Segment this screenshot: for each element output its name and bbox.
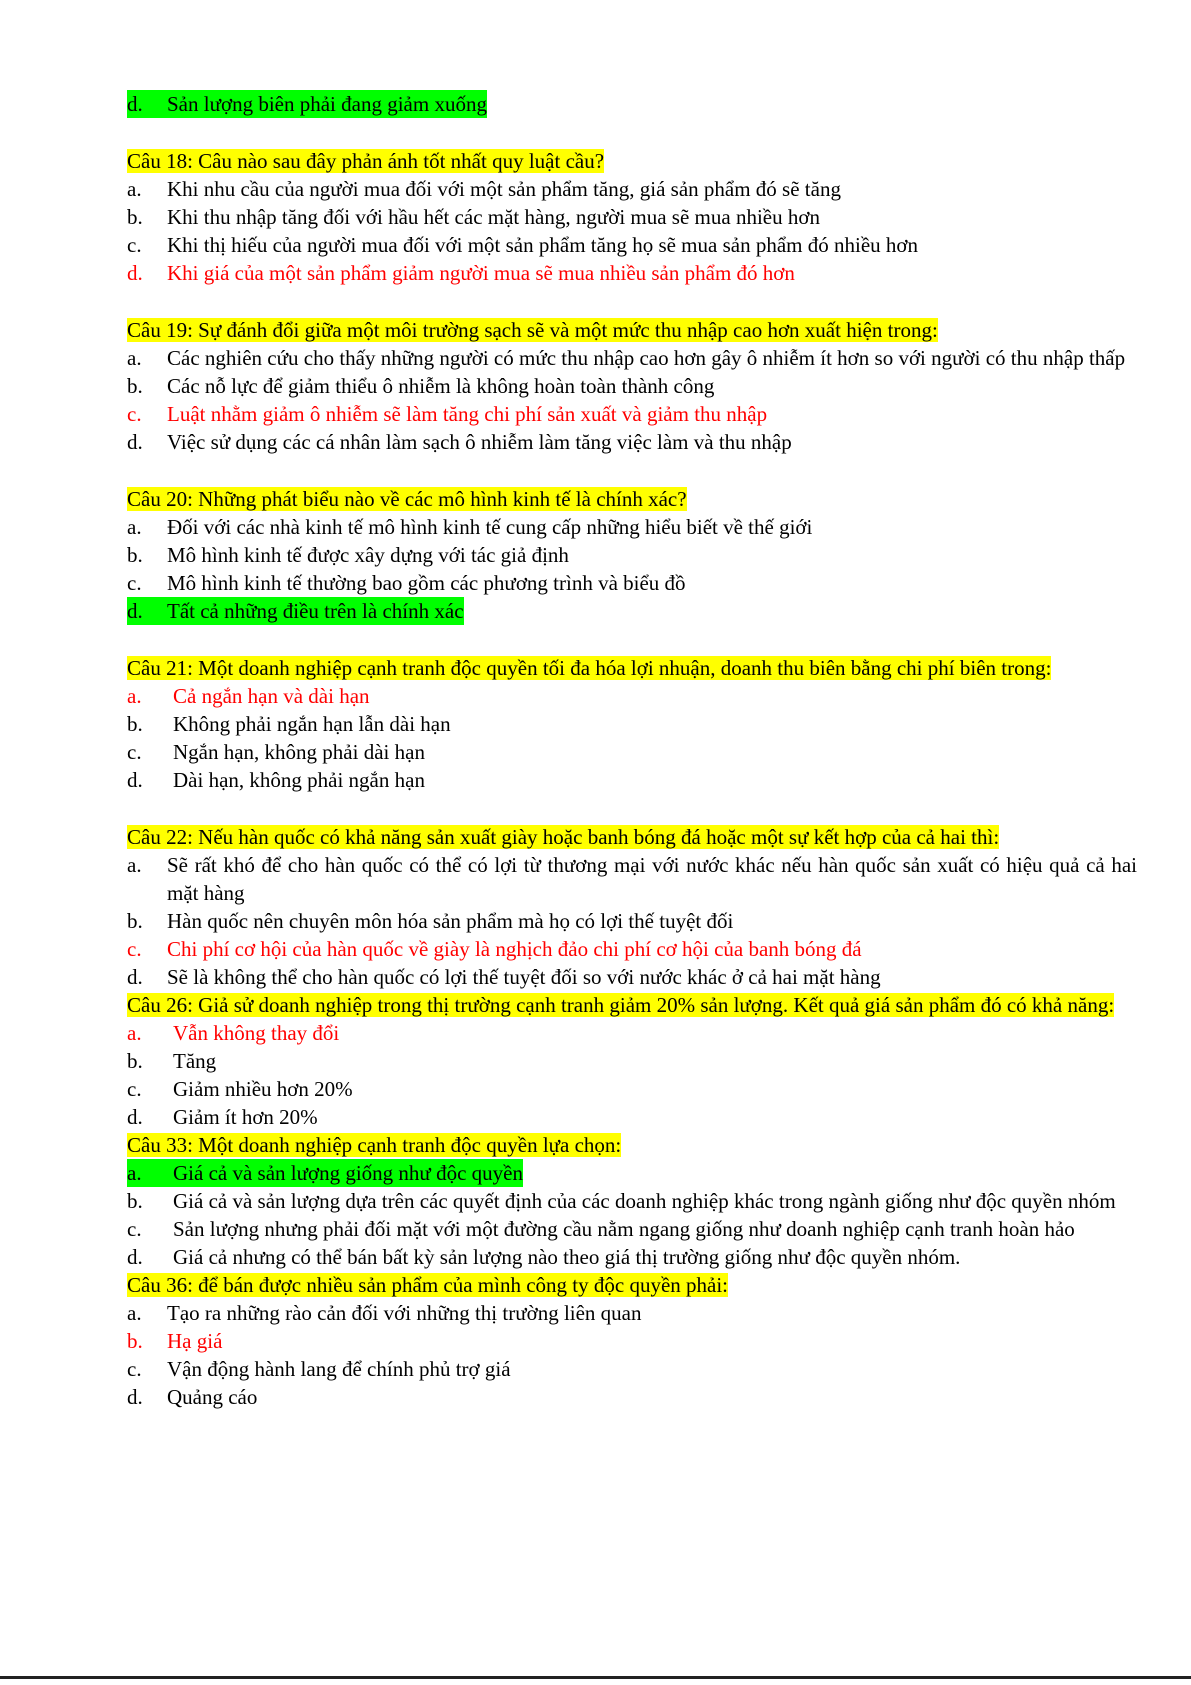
option-letter: a. (127, 684, 142, 708)
answer-option (127, 90, 1137, 118)
question-line (127, 1271, 1137, 1299)
option-letter: b. (127, 1049, 143, 1073)
option-text: Mô hình kinh tế thường bao gồm các phương trình và biểu đồ (167, 571, 686, 595)
option-text: Giá cả và sản lượng dựa trên các quyết định của các doanh nghiệp khác trong ngành giống như độc quyền nhóm (173, 1189, 1116, 1213)
answer-option (127, 682, 1137, 710)
option-text: Đối với các nhà kinh tế mô hình kinh tế cung cấp những hiểu biết về thế giới (167, 515, 813, 539)
answer-option (127, 766, 1137, 794)
option-text: Quảng cáo (167, 1385, 258, 1409)
block-spacer (127, 625, 1137, 654)
page-bottom-rule (0, 1676, 1191, 1679)
question-block (127, 1131, 1137, 1271)
question-line (127, 1131, 1137, 1159)
option-text: Ngắn hạn, không phải dài hạn (173, 740, 425, 764)
option-letter: c. (127, 1077, 142, 1101)
option-letter: d. (127, 599, 143, 623)
option-letter: b. (127, 1189, 143, 1213)
answer-option (127, 1243, 1137, 1271)
option-letter: a. (127, 346, 142, 370)
option-letter: a. (127, 515, 142, 539)
block-spacer (127, 287, 1137, 316)
question-text: Câu 26: Giả sử doanh nghiệp trong thị trường cạnh tranh giảm 20% sản lượng. Kết quả giá sản phẩm đó có khả năng: (127, 993, 1115, 1017)
question-block (127, 823, 1137, 991)
answer-option (127, 1355, 1137, 1383)
option-text: Tất cả những điều trên là chính xác (167, 599, 464, 623)
option-text: Các nỗ lực để giảm thiểu ô nhiễm là không hoàn toàn thành công (167, 374, 715, 398)
question-line (127, 316, 1137, 344)
answer-highlight (127, 90, 487, 118)
option-text: Chi phí cơ hội của hàn quốc về giày là nghịch đảo chi phí cơ hội của banh bóng đá (167, 937, 862, 961)
question-line (127, 991, 1137, 1019)
option-text: Khi nhu cầu của người mua đối với một sản phẩm tăng, giá sản phẩm đó sẽ tăng (167, 177, 841, 201)
answer-option (127, 1159, 1137, 1187)
option-letter: b. (127, 543, 143, 567)
option-letter: c. (127, 233, 142, 257)
answer-option (127, 935, 1137, 963)
answer-option (127, 1047, 1137, 1075)
option-letter: d. (127, 430, 143, 454)
question-block (127, 1271, 1137, 1411)
answer-highlight (127, 1159, 523, 1187)
option-letter: d. (127, 1105, 143, 1129)
answer-option (127, 541, 1137, 569)
answer-option (127, 710, 1137, 738)
option-text: Sản lượng nhưng phải đối mặt với một đường cầu nằm ngang giống như doanh nghiệp cạnh tranh hoàn hảo (173, 1217, 1075, 1241)
document-page (127, 90, 1137, 1411)
answer-option (127, 513, 1137, 541)
question-text: Câu 18: Câu nào sau đây phản ánh tốt nhất quy luật cầu? (127, 149, 605, 173)
question-line (127, 147, 1137, 175)
option-text: Mô hình kinh tế được xây dựng với tác giả định (167, 543, 569, 567)
option-letter: a. (127, 177, 142, 201)
option-letter: b. (127, 909, 143, 933)
answer-option (127, 738, 1137, 766)
answer-option (127, 907, 1137, 935)
option-letter: b. (127, 205, 143, 229)
question-line (127, 823, 1137, 851)
answer-highlight (127, 597, 464, 625)
question-block (127, 147, 1137, 287)
option-text: Khi thu nhập tăng đối với hầu hết các mặt hàng, người mua sẽ mua nhiều hơn (167, 205, 820, 229)
option-text: Hàn quốc nên chuyên môn hóa sản phẩm mà họ có lợi thế tuyệt đối (167, 909, 734, 933)
option-text: Luật nhằm giảm ô nhiễm sẽ làm tăng chi phí sản xuất và giảm thu nhập (167, 402, 768, 426)
question-line (127, 654, 1137, 682)
option-text: Vận động hành lang để chính phủ trợ giá (167, 1357, 511, 1381)
question-text: Câu 20: Những phát biểu nào về các mô hình kinh tế là chính xác? (127, 487, 687, 511)
option-text: Sẽ là không thể cho hàn quốc có lợi thế tuyệt đối so với nước khác ở cả hai mặt hàng (167, 965, 881, 989)
question-block (127, 316, 1137, 456)
answer-option (127, 400, 1137, 428)
answer-option (127, 231, 1137, 259)
answer-option (127, 344, 1137, 372)
option-letter: a. (127, 1301, 142, 1325)
option-text: Tạo ra những rào cản đối với những thị trường liên quan (167, 1301, 642, 1325)
option-letter: c. (127, 740, 142, 764)
option-letter: c. (127, 571, 142, 595)
question-text: Câu 21: Một doanh nghiệp cạnh tranh độc quyền tối đa hóa lợi nhuận, doanh thu biên bằng chi phí biên trong: (127, 656, 1052, 680)
answer-option (127, 1327, 1137, 1355)
option-letter: d. (127, 768, 143, 792)
question-block (127, 654, 1137, 794)
option-letter: d. (127, 1385, 143, 1409)
option-letter: a. (127, 1021, 142, 1045)
option-text: Cả ngắn hạn và dài hạn (173, 684, 370, 708)
option-letter: c. (127, 937, 142, 961)
option-text: Giá cả nhưng có thể bán bất kỳ sản lượng nào theo giá thị trường giống như độc quyền nhóm. (173, 1245, 961, 1269)
answer-option (127, 259, 1137, 287)
option-text: Sẽ rất khó để cho hàn quốc có thể có lợi từ thương mại với nước khác nếu hàn quốc sản xuất có hiệu quả cả hai mặt hàng (167, 853, 1137, 905)
answer-option (127, 203, 1137, 231)
answer-option (127, 1103, 1137, 1131)
option-text: Giá cả và sản lượng giống như độc quyền (173, 1161, 523, 1185)
question-text: Câu 19: Sự đánh đổi giữa một môi trường sạch sẽ và một mức thu nhập cao hơn xuất hiện trong: (127, 318, 938, 342)
answer-option (127, 372, 1137, 400)
option-letter: b. (127, 712, 143, 736)
option-letter: d. (127, 965, 143, 989)
answer-option (127, 569, 1137, 597)
option-text: Không phải ngắn hạn lẫn dài hạn (173, 712, 451, 736)
answer-option (127, 851, 1137, 907)
question-text: Câu 33: Một doanh nghiệp cạnh tranh độc quyền lựa chọn: (127, 1133, 622, 1157)
option-letter: b. (127, 1329, 143, 1353)
question-text: Câu 36: để bán được nhiều sản phẩm của mình công ty độc quyền phải: (127, 1273, 729, 1297)
option-letter: c. (127, 1357, 142, 1381)
question-block (127, 485, 1137, 625)
option-text: Giảm nhiều hơn 20% (173, 1077, 353, 1101)
answer-option (127, 1383, 1137, 1411)
option-letter: c. (127, 1217, 142, 1241)
question-text: Câu 22: Nếu hàn quốc có khả năng sản xuất giày hoặc banh bóng đá hoặc một sự kết hợp của cả hai thì: (127, 825, 1000, 849)
answer-option (127, 1075, 1137, 1103)
option-text: Hạ giá (167, 1329, 223, 1353)
option-text: Giảm ít hơn 20% (173, 1105, 318, 1129)
answer-option (127, 428, 1137, 456)
option-letter: d. (127, 1245, 143, 1269)
option-text: Vẫn không thay đổi (173, 1021, 340, 1045)
question-block (127, 991, 1137, 1131)
answer-option (127, 597, 1137, 625)
block-spacer (127, 456, 1137, 485)
option-letter: c. (127, 402, 142, 426)
answer-option (127, 1019, 1137, 1047)
option-text: Dài hạn, không phải ngắn hạn (173, 768, 425, 792)
block-spacer (127, 118, 1137, 147)
answer-option (127, 1299, 1137, 1327)
question-line (127, 485, 1137, 513)
block-spacer (127, 794, 1137, 823)
option-text: Sản lượng biên phải đang giảm xuống (167, 92, 487, 116)
option-text: Khi giá của một sản phẩm giảm người mua sẽ mua nhiều sản phẩm đó hơn (167, 261, 795, 285)
option-letter: a. (127, 1161, 142, 1185)
option-text: Các nghiên cứu cho thấy những người có mức thu nhập cao hơn gây ô nhiễm ít hơn so với người có thu nhập thấp (167, 346, 1126, 370)
option-letter: a. (127, 853, 142, 877)
answer-option (127, 1187, 1137, 1215)
option-text: Khi thị hiếu của người mua đối với một sản phẩm tăng họ sẽ mua sản phẩm đó nhiều hơn (167, 233, 918, 257)
option-letter: d. (127, 92, 143, 116)
option-text: Việc sử dụng các cá nhân làm sạch ô nhiễm làm tăng việc làm và thu nhập (167, 430, 792, 454)
answer-option (127, 963, 1137, 991)
answer-option (127, 1215, 1137, 1243)
option-letter: b. (127, 374, 143, 398)
option-text: Tăng (173, 1049, 217, 1073)
question-block (127, 90, 1137, 118)
option-letter: d. (127, 261, 143, 285)
answer-option (127, 175, 1137, 203)
